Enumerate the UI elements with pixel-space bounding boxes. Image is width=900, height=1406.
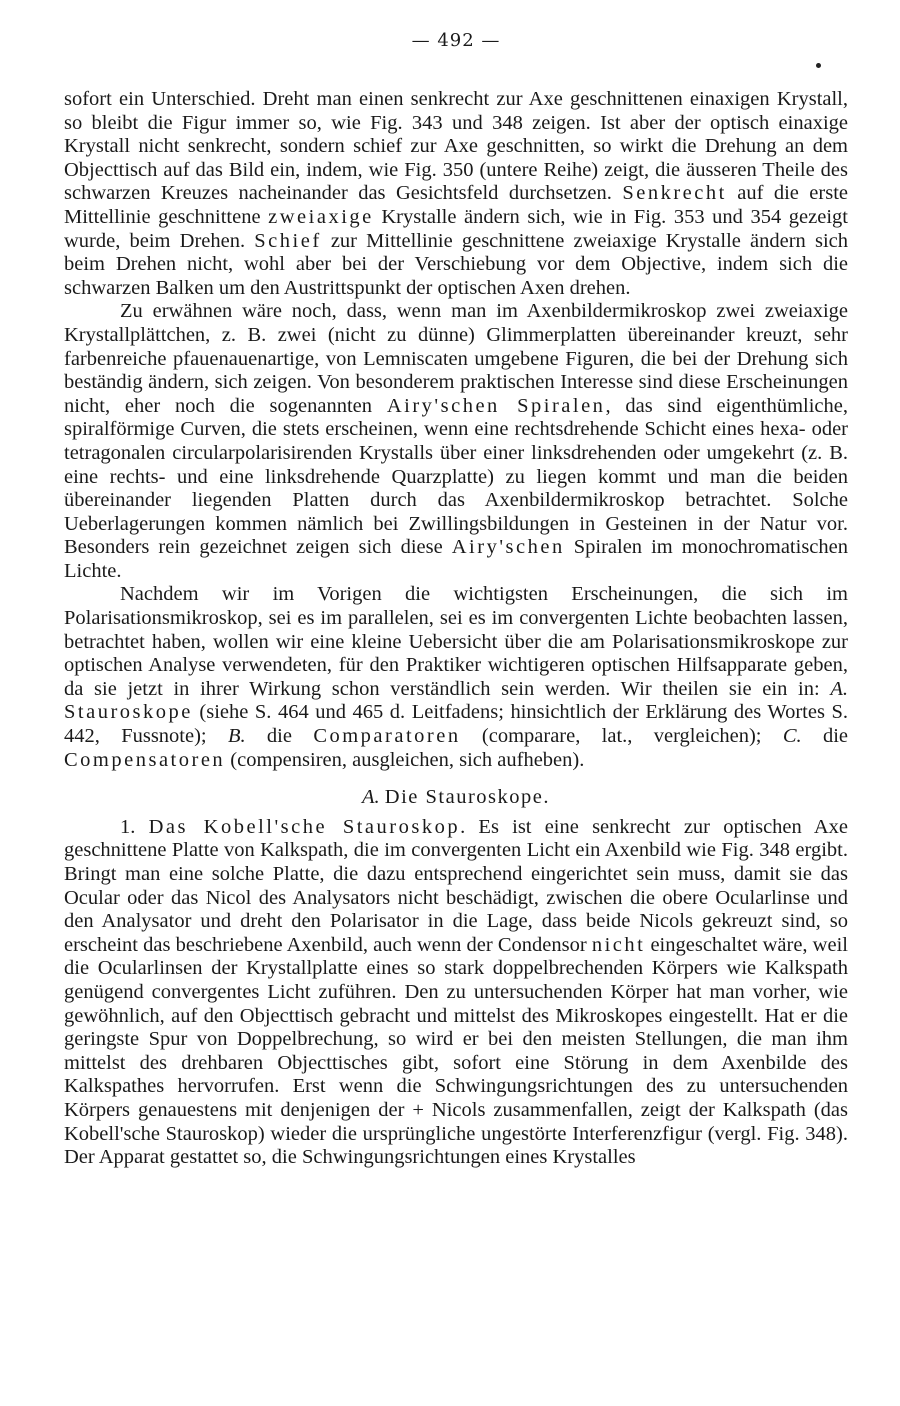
text: (compensiren, ausgleichen, sich aufheben).	[225, 748, 585, 771]
page-body	[64, 88, 848, 1170]
paragraph-2	[64, 300, 848, 583]
text: Nachdem wir im Vorigen die wichtigsten Erscheinungen, die sich im Polarisationsmikroskop, sei es im parallelen, sei es im convergenten Lichte beobachten lassen, betrachtet haben, wollen wir eine kleine Uebersicht über die am Polarisationsmikroskope zur optischen Analyse verwendeten, für den Praktiker wichtigeren optischen Hilfsapparate geben, da sie jetzt in ihrer Wirkung schon verständlich sein werden. Wir theilen sie ein in:	[64, 583, 848, 700]
text: Krystalle ändern sich, wie in Fig. 353 und 354 gezeigt wurde, beim Drehen.	[64, 205, 848, 252]
text: (siehe S. 464 und 465 d. Leitfadens; hinsichtlich der Erklärung des Wortes S. 442, Fussnote);	[64, 701, 848, 748]
spaced-emphasis: Airy'schen	[451, 536, 565, 559]
spaced-emphasis: Compensatoren	[64, 748, 226, 771]
spaced-emphasis: Comparatoren	[313, 725, 461, 748]
spaced-emphasis: Airy'schen Spiralen	[386, 394, 606, 417]
text: auf die erste Mittellinie geschnittene	[64, 182, 848, 228]
letter-label: B.	[227, 725, 246, 748]
paragraph-4	[64, 816, 848, 1170]
text: (comparare, lat., vergleichen);	[460, 725, 783, 748]
spaced-emphasis: Schief	[254, 229, 322, 252]
spaced-emphasis: Das Kobell'sche Stauroskop	[148, 815, 461, 838]
spaced-emphasis: Stauroskope	[64, 701, 193, 724]
section-title: Die Stauroskope.	[384, 786, 550, 809]
text: die	[801, 725, 849, 748]
text: 1.	[120, 815, 149, 838]
spaced-emphasis: nicht	[591, 933, 646, 956]
section-heading	[64, 786, 848, 810]
letter-label: A.	[830, 677, 848, 700]
section-label: A.	[362, 786, 380, 809]
page-number: — 492 —	[411, 30, 501, 51]
text: Zu erwähnen wäre noch, dass, wenn man im Axenbildermikroskop zwei zweiaxige Krystallplättchen, z. B. zwei (nicht zu dünne) Glimmerplatten übereinander kreuzt, sehr farbenreiche pfauenauenartige, von Lemniscaten umgebene Figuren, die bei der Drehung sich beständig ändern, sich zeigen. Von besonderem praktischen Interesse sind diese Erscheinungen nicht, eher noch die sogenannten	[64, 300, 848, 417]
paragraph-1	[64, 88, 848, 300]
text: sofort ein Unterschied. Dreht man einen senkrecht zur Axe geschnittenen einaxigen Krystall, so bleibt die Figur immer so, wie Fig. 343 und 348 zeigen. Ist aber der optisch einaxige Krystall nicht senkrecht, sondern schief zur Axe geschnitten, so wirkt die Drehung an dem Objecttisch auf das Bild ein, indem, wie Fig. 350 (untere Reihe) zeigt, die äusseren Theile des schwarzen Kreuzes nacheinander das Gesichtsfeld durchsetzen.	[64, 88, 848, 205]
text: , das sind eigenthümliche, spiralförmige Curven, die stets erscheinen, wenn eine rechtsdrehende Schicht eines hexa- oder tetragonalen circularpolarisirenden Krystalls über einer linksdrehenden oder umgekehrt (z. B. eine rechts- und eine linksdrehende Quarzplatte) zu liegen kommt und man die beiden übereinander liegenden Platten durch das Axenbildermikroskop betrachtet. Solche Ueberlagerungen kommen nämlich bei Zwillingsbildungen in Gesteinen in der Natur vor. Besonders rein gezeichnet zeigen sich diese	[64, 394, 849, 559]
ink-speck	[816, 63, 821, 68]
text: eingeschaltet wäre, weil die Ocularlinsen der Krystallplatte eines so stark doppelbrechenden Körpers wie Kalkspath genügend convergentes Licht zuführen. Den zu untersuchenden Körper hat man vorher, wie gewöhnlich, auf den Objecttisch gebracht und mittelst des Mikroskopes eingestellt. Hat er die geringste Spur von Doppelbrechung, so wird er bei den meisten Stellungen, die man ihm mittelst des drehbaren Objecttisches gibt, sofort eine Störung in dem Axenbilde des Kalkspathes hervorrufen. Erst wenn die Schwingungsrichtungen des zu untersuchenden Körpers genauestens mit denjenigen der + Nicols zusammenfallen, zeigt der Kalkspath (das Kobell'sche Stauroskop) wieder die ursprüngliche ungestörte Interferenzfigur (vergl. Fig. 348). Der Apparat gestattet so, die Schwingungsrichtungen eines Krystalles	[64, 933, 848, 1169]
text: zur Mittellinie geschnittene zweiaxige Krystalle ändern sich beim Drehen nicht, wohl aber bei der Verschiebung vor dem Objective, indem sich die schwarzen Balken um den Austrittspunkt der optischen Axen drehen.	[64, 229, 848, 299]
letter-label: C.	[782, 725, 802, 748]
text: Spiralen im monochromatischen Lichte.	[64, 536, 848, 582]
spaced-emphasis: zweiaxige	[268, 205, 374, 228]
paragraph-3	[64, 583, 848, 772]
text: . Es ist eine senkrecht zur optischen Axe geschnittene Platte von Kalkspath, die im convergenten Licht ein Axenbild wie Fig. 348 ergibt. Bringt man eine solche Platte, die dazu entsprechend eingerichtet sein muss, damit sie das Ocular oder das Nicol des Analysators nicht beschädigt, zwischen die obere Ocularlinse und den Analysator und dreht den Polarisator in die Lage, dass beide Nicols gekreuzt sind, so erscheint das beschriebene Axenbild, auch wenn der Condensor	[64, 815, 849, 956]
text: die	[245, 725, 314, 748]
spaced-emphasis: Senkrecht	[622, 182, 727, 205]
